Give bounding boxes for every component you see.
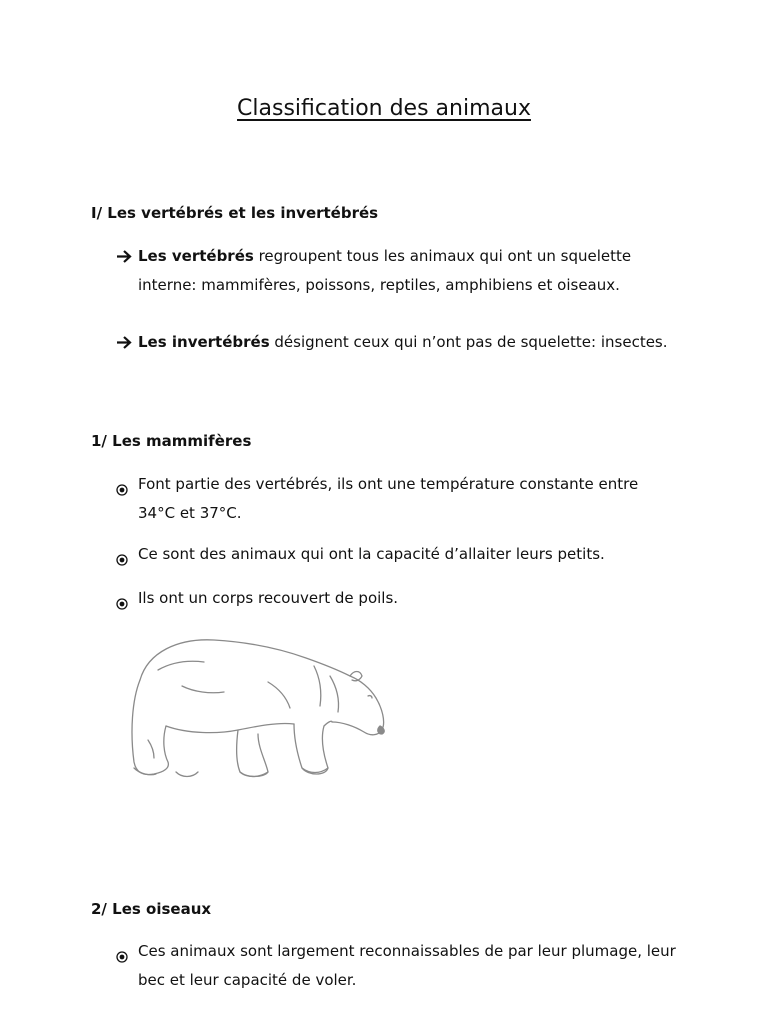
section-heading-mammiferes: 1/ Les mammifères (91, 432, 252, 450)
term-vertebres: Les vertébrés (138, 247, 254, 265)
page-title: Classification des animaux (237, 96, 531, 121)
arrow-icon (116, 328, 136, 367)
section-heading-vertebres: I/ Les vertébrés et les invertébrés (91, 204, 379, 222)
definition-vertebres (116, 242, 676, 300)
bullet-text: Ces animaux sont largement reconnaissables de par leur plumage, leur bec et leur capacité de voler. (138, 942, 676, 989)
section-heading-oiseaux: 2/ Les oiseaux (91, 900, 212, 918)
circle-bullet-icon (116, 944, 128, 956)
circle-bullet-icon (116, 547, 128, 559)
list-item (116, 937, 676, 995)
circle-bullet-icon (116, 477, 128, 489)
list-item (116, 584, 676, 613)
arrow-icon (116, 242, 136, 281)
definition-text: désignent ceux qui n’ont pas de squelette: insectes. (269, 333, 668, 351)
definition-invertebres (116, 328, 676, 357)
list-item (116, 470, 676, 528)
bullet-text: Ils ont un corps recouvert de poils. (138, 589, 399, 607)
polar-bear-illustration (118, 622, 398, 794)
bullet-text: Font partie des vertébrés, ils ont une température constante entre 34°C et 37°C. (138, 475, 639, 522)
term-invertebres: Les invertébrés (138, 333, 270, 351)
circle-bullet-icon (116, 591, 128, 603)
bullet-text: Ce sont des animaux qui ont la capacité d’allaiter leurs petits. (138, 545, 605, 563)
list-item (116, 540, 676, 569)
definition-text: regroupent tous les animaux qui ont un squelette interne: mammifères, poissons, reptiles, amphibiens et oiseaux. (138, 247, 632, 294)
